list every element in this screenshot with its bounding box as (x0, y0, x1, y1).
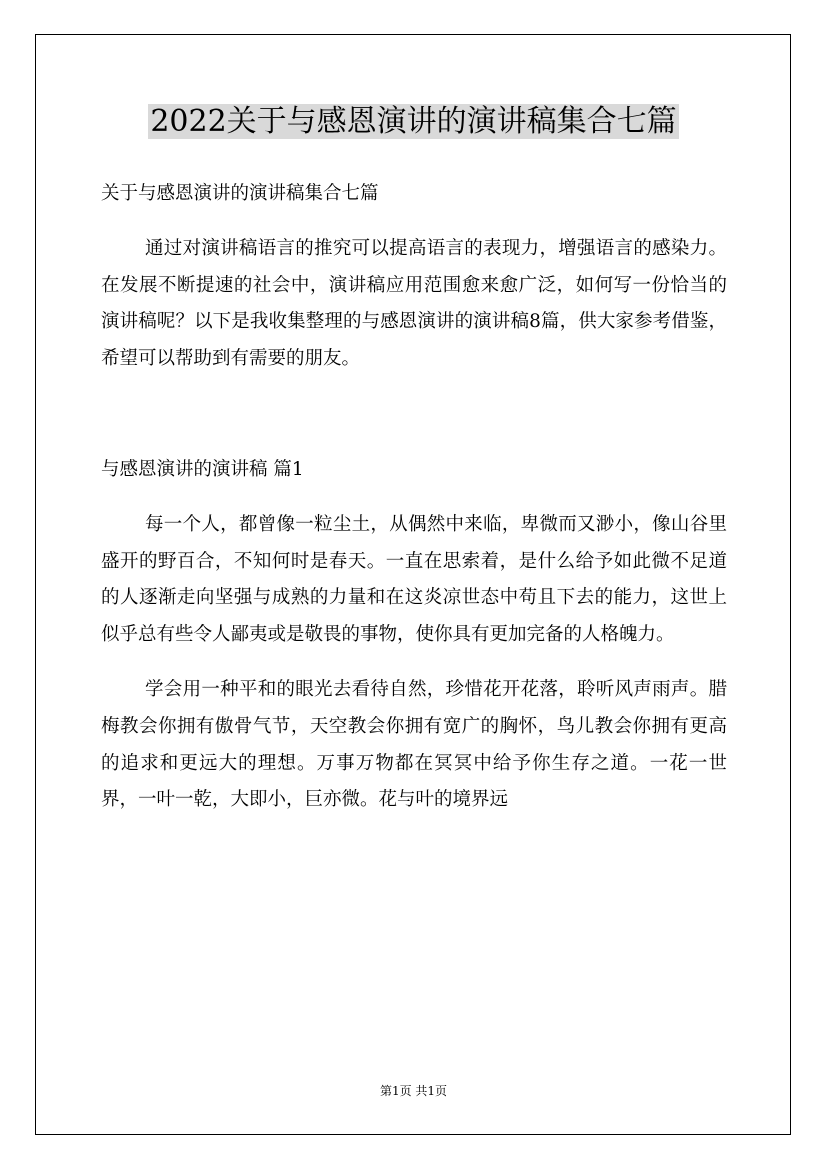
section-heading: 与感恩演讲的演讲稿 篇1 (101, 458, 304, 480)
document-body (101, 176, 727, 819)
intro-paragraph: 通过对演讲稿语言的推究可以提高语言的表现力，增强语言的感染力。在发展不断提速的社会中，演讲稿应用范围愈来愈广泛，如何写一份恰当的演讲稿呢？以下是我收集整理的与感恩演讲的演讲稿8篇，供大家参考借鉴，希望可以帮助到有需要的朋友。 (101, 237, 727, 370)
body-paragraph-2: 学会用一种平和的眼光去看待自然，珍惜花开花落，聆听风声雨声。腊梅教会你拥有傲骨气节，天空教会你拥有宽广的胸怀，鸟儿教会你拥有更高的追求和更远大的理想。万事万物都在冥冥中给予你生存之道。一花一世界，一叶一乾，大即小，巨亦微。花与叶的境界远 (101, 678, 727, 811)
document-title (0, 98, 827, 146)
document-subtitle: 关于与感恩演讲的演讲稿集合七篇 (101, 183, 379, 204)
page-footer: 第1页 共1页 (379, 1084, 448, 1098)
document-title-text: 2022关于与感恩演讲的演讲稿集合七篇 (150, 104, 677, 139)
body-paragraph-1: 每一个人，都曾像一粒尘土，从偶然中来临，卑微而又渺小，像山谷里盛开的野百合，不知何时是春天。一直在思索着，是什么给予如此微不足道的人逐渐走向坚强与成熟的力量和在这炎凉世态中苟且下去的能力，这世上似乎总有些令人鄙夷或是敬畏的事物，使你具有更加完备的人格魄力。 (101, 513, 727, 646)
